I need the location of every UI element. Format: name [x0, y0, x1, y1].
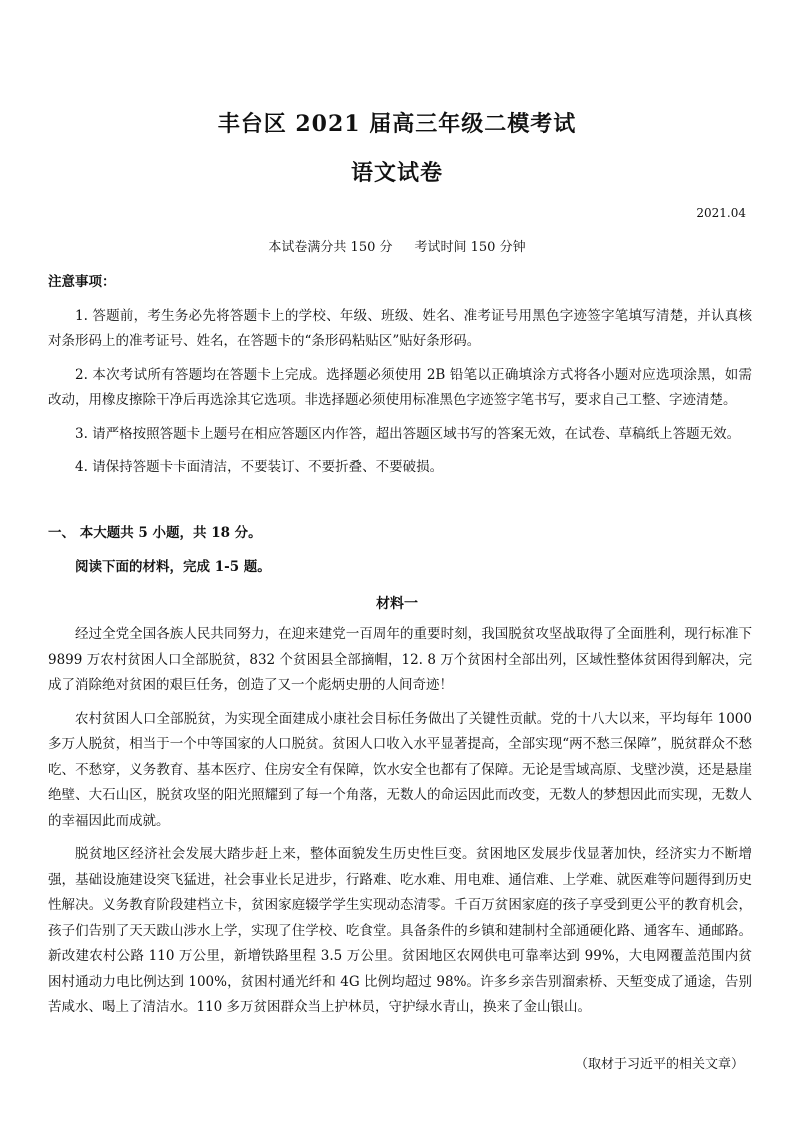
material-paragraph-3: 脱贫地区经济社会发展大踏步赶上来，整体面貌发生历史性巨变。贫困地区发展步伐显著加快，经济实力不断增强，基础设施建设突飞猛进，社会事业长足进步，行路难、吃水难、用电难、通信难、上学难、就医难等问题得到历史性解决。义务教育阶段建档立卡，贫困家庭辍学学生实现动态清零。千百万贫困家庭的孩子享受到更公平的教育机会，孩子们告别了天天跋山涉水上学，实现了住学校、吃食堂。具备条件的乡镇和建制村全部通硬化路、通客车、通邮路。新改建农村公路 110 万公里，新增铁路里程 3.5 万公里。贫困地区农网供电可靠率达到 99%，大电网覆盖范围内贫困村通动力电比例达到 100%，贫困村通光纤和 4G 比例均超过 98%。许多乡亲告别溜索桥、天堑变成了通途，告别苦咸水、喝上了清洁水。110 多万贫困群众当上护林员，守护绿水青山，换来了金山银山。: [48, 846, 752, 1015]
notice-item-3: 3. 请严格按照答题卡上题号在相应答题区内作答，超出答题区域书写的答案无效，在试卷、草稿纸上答题无效。: [75, 425, 741, 442]
material-paragraph-2: 农村贫困人口全部脱贫，为实现全面建成小康社会目标任务做出了关键性贡献。党的十八大以来，平均每年 1000 多万人脱贫，相当于一个中等国家的人口脱贫。贫困人口收入水平显著提高，全部实现“两不愁三保障”，脱贫群众不愁吃、不愁穿，义务教育、基本医疗、住房安全有保障，饮水安全也都有了保障。无论是雪域高原、戈壁沙漠，还是悬崖绝壁、大石山区，脱贫攻坚的阳光照耀到了每一个角落，无数人的命运因此而改变，无数人的梦想因此而实现，无数人的幸福因此而成就。: [48, 710, 752, 829]
exam-info-line: [0, 236, 794, 255]
material-source: （取材于习近平的相关文章）: [574, 1057, 744, 1072]
notice-item-2: 2. 本次考试所有答题均在答题卡上完成。选择题必须使用 2B 铅笔以正确填涂方式将各小题对应选项涂黑，如需改动，用橡皮擦除干净后再选涂其它选项。非选择题必须使用标准黑色字迹签字笔书写，要求自己工整、字迹清楚。: [48, 366, 752, 408]
time-info: 考试时间 150 分钟: [414, 240, 526, 255]
score-info: 本试卷满分共 150 分: [268, 240, 393, 255]
exam-date: 2021.04: [696, 206, 746, 220]
notice-section: [48, 270, 752, 481]
notice-heading: 注意事项：: [48, 274, 116, 290]
section-1-header: [48, 521, 752, 580]
exam-title: 丰台区 2021 届高三年级二模考试: [217, 111, 577, 137]
notice-item-4: 4. 请保持答题卡卡面清洁，不要装订、不要折叠、不要破损。: [75, 459, 444, 475]
material-paragraph-1: 经过全党全国各族人民共同努力，在迎来建党一百周年的重要时刻，我国脱贫攻坚战取得了全面胜利，现行标准下 9899 万农村贫困人口全部脱贫，832 个贫困县全部摘帽，12. 8 万个贫困村全部出列，区域性整体贫困得到解决，完成了消除绝对贫困的艰巨任务，创造了又一个彪炳史册的人间奇迹！: [48, 626, 752, 693]
exam-subject-title: 语文试卷: [350, 160, 443, 186]
material-body: [48, 622, 752, 1021]
notice-item-1: 1. 答题前，考生务必先将答题卡上的学校、年级、班级、姓名、准考证号用黑色字迹签字笔填写清楚，并认真核对条形码上的准考证号、姓名，在答题卡的“条形码粘贴区”贴好条形码。: [48, 307, 752, 349]
section-1-heading: 一、 本大题共 5 小题，共 18 分。: [48, 525, 262, 541]
material-title: 材料一: [376, 596, 418, 612]
section-1-instruction: 阅读下面的材料，完成 1-5 题。: [75, 558, 271, 575]
